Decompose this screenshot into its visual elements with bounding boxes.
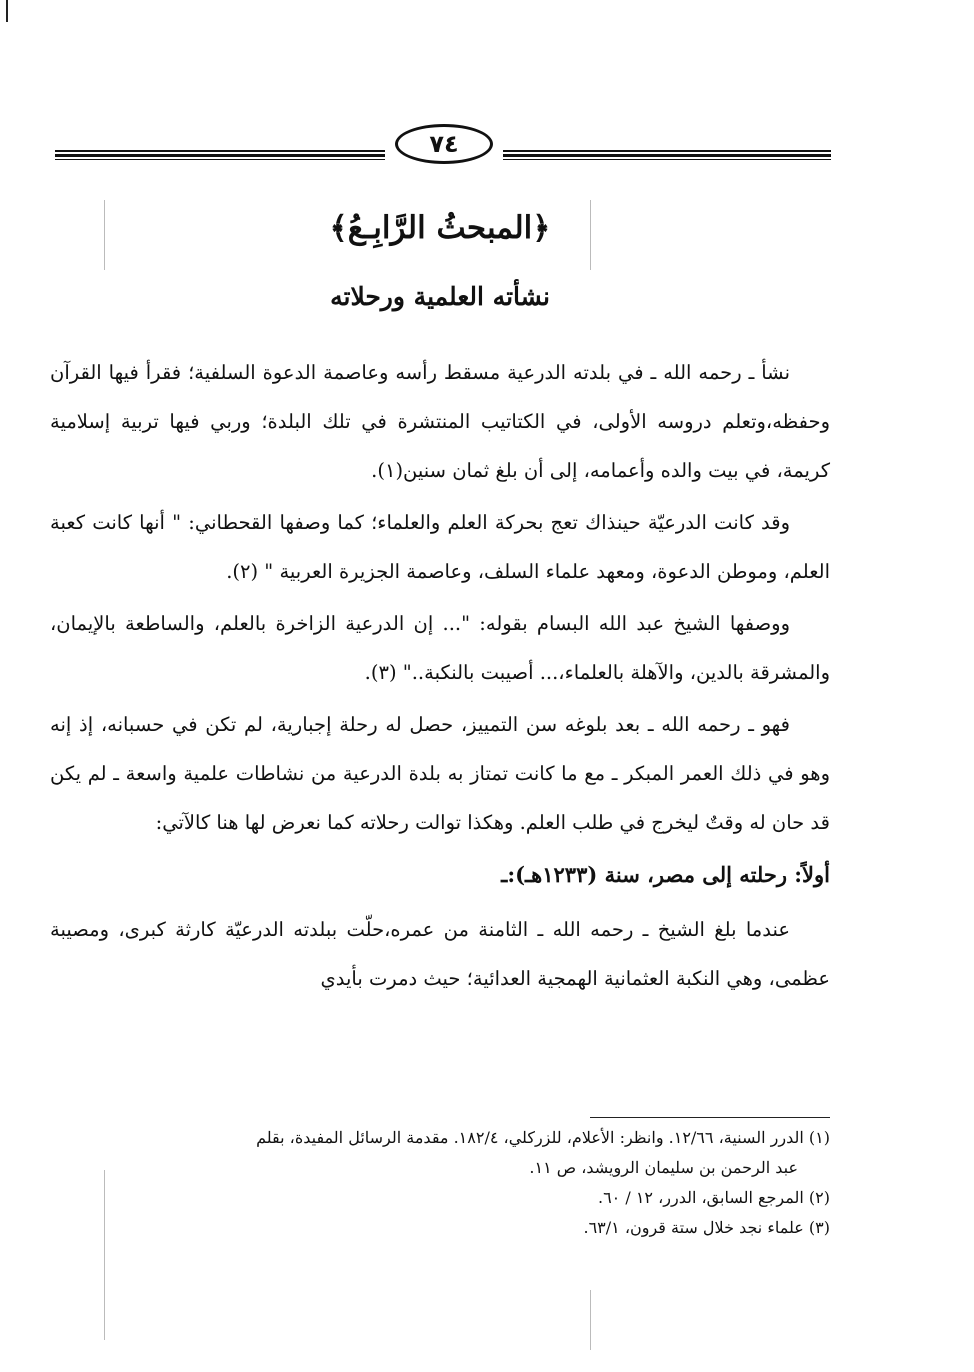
footnote-divider (590, 1117, 830, 1118)
scan-ghost-line (590, 1290, 591, 1350)
subheading: أولاً: رحلته إلى مصر، سنة (١٢٣٣هـ):ـ (501, 862, 830, 887)
header-rule-right (503, 150, 831, 162)
chapter-title: ﴿المبحثُ الرَّابِـعُ﴾ (329, 210, 551, 246)
footnote-1-continued: عبد الرحمن بن سليمان الرويشد، ص ١١. (529, 1158, 798, 1177)
paragraph: نشأ ـ رحمه الله ـ في بلدته الدرعية مسقط رأسه وعاصمة الدعوة السلفية؛ فقرأ فيها القرآن وحفظه،وتعلم دروسه الأولى، في الكتاتيب المنتشرة في تلك البلدة؛ وربي فيها تربية إسلامية كريمة، في بيت والده وأعمامه، إلى أن بلغ ثمان سنين(١). (50, 361, 830, 482)
paragraph: وقد كانت الدرعيّة حينذاك تعج بحركة العلم والعلماء؛ كما وصفها القحطاني: " أنها كانت كعبة العلم، وموطن الدعوة، ومعهد علماء السلف، وعاصمة الجزيرة العربية " (٢). (50, 511, 830, 583)
body-text (50, 348, 830, 1006)
footnote-2: (٢) المرجع السابق، الدرر، ١٢ / ٦٠. (597, 1188, 830, 1207)
footnote-3: (٣) علماء نجد خلال ستة قرون، ٦٣/١. (583, 1218, 830, 1237)
scan-edge-mark (6, 0, 8, 22)
scan-ghost-line (104, 200, 105, 270)
page-number: ٧٤ (395, 124, 493, 164)
section-title: نشأته العلمية ورحلاته (330, 282, 550, 311)
footnote-1: (١) الدرر السنية، ١٢/٦٦. وانظر: الأعلام، للزركلي، ١٨٢/٤. مقدمة الرسائل المفيدة، بقلم (256, 1128, 830, 1147)
paragraph: عندما بلغ الشيخ ـ رحمه الله ـ الثامنة من عمره،حلّت ببلدته الدرعيّة كارثة كبرى، ومصيبة عظمى، وهي النكبة العثمانية الهمجية العدائية؛ حيث دمرت بأيدي (50, 918, 830, 990)
page-header (55, 120, 831, 170)
footnotes (50, 1123, 830, 1243)
header-rule-left (55, 150, 385, 162)
paragraph: ووصفها الشيخ عبد الله البسام بقوله: "... إن الدرعية الزاخرة بالعلم، والساطعة بالإيمان، والمشرقة بالدين، والآهلة بالعلماء،... أصيبت بالنكبة.." (٣). (50, 612, 830, 684)
paragraph: فهو ـ رحمه الله ـ بعد بلوغه سن التمييز، حصل له رحلة إجبارية، لم تكن في حسبانه، إذ إنه وهو في ذلك العمر المبكر ـ مع ما كانت تمتاز به بلدة الدرعية من نشاطات علمية واسعة ـ لم يكن قد حان له وقتٌ ليخرج في طلب العلم. وهكذا توالت رحلاته كما نعرض لها هنا كالآتي: (50, 713, 830, 834)
